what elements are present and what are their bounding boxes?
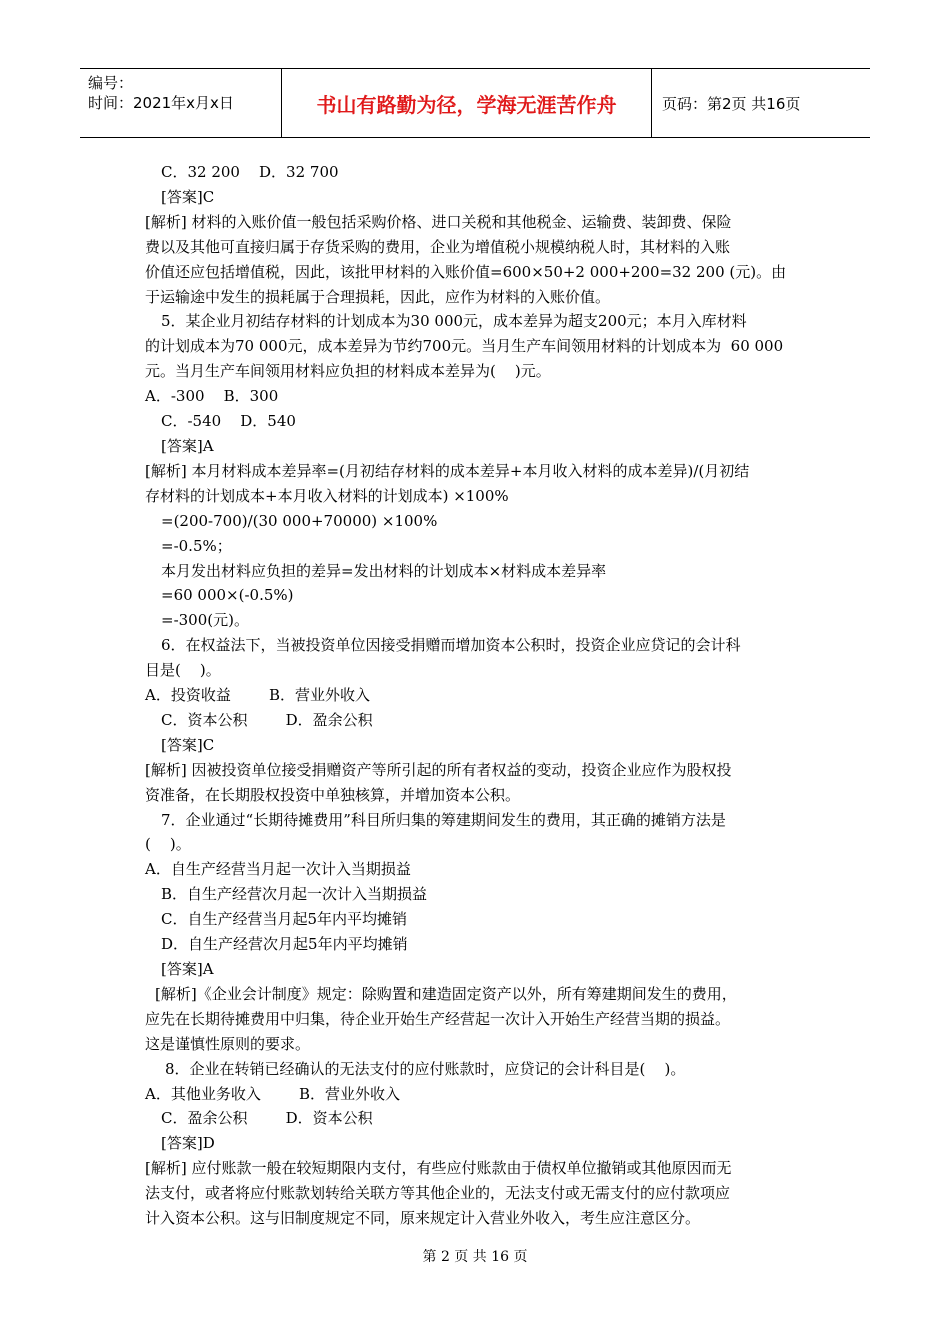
text-line: [答案]C (161, 735, 215, 754)
header-motto: 书山有路勤为径，学海无涯苦作舟 (282, 69, 652, 137)
text-line: A．投资收益 B．营业外收入 (145, 686, 371, 705)
text-line: D．自生产经营次月起5年内平均摊销 (161, 935, 408, 954)
text-line: A．其他业务收入 B．营业外收入 (145, 1084, 401, 1103)
text-line: [解析]《企业会计制度》规定：除购置和建造固定资产以外，所有筹建期间发生的费用， (155, 984, 737, 1003)
text-line: 元。当月生产车间领用材料应负担的材料成本差异为( )元。 (145, 362, 551, 381)
text-line: [答案]D (161, 1134, 215, 1153)
document-number-label: 编号： (88, 74, 134, 92)
text-line: 这是谨慎性原则的要求。 (145, 1034, 311, 1053)
text-line: 应先在长期待摊费用中归集，待企业开始生产经营起一次计入开始生产经营当期的损益。 (145, 1009, 731, 1028)
text-line: =60 000×(-0.5%) (161, 586, 294, 605)
header-page-info: 页码：第2页 共16页 (662, 94, 801, 113)
text-line: [解析] 应付账款一般在较短期限内支付，有些应付账款由于债权单位撤销或其他原因而无 (145, 1159, 732, 1178)
text-line: C．自生产经营当月起5年内平均摊销 (161, 910, 408, 929)
text-line: 计入资本公积。这与旧制度规定不同，原来规定计入营业外收入，考生应注意区分。 (145, 1209, 701, 1228)
document-body (145, 160, 815, 1231)
text-line: 存材料的计划成本+本月收入材料的计划成本) ×100% (145, 486, 509, 505)
text-line: =-300(元)。 (161, 611, 249, 630)
text-line: 于运输途中发生的损耗属于合理损耗，因此，应作为材料的入账价值。 (145, 287, 611, 306)
text-line: 费以及其他可直接归属于存货采购的费用，企业为增值税小规模纳税人时，其材料的入账 (145, 237, 731, 256)
text-line: 的计划成本为70 000元，成本差异为节约700元。当月生产车间领用材料的计划成本为 60 000 (145, 337, 784, 356)
text-line: C．32 200 D．32 700 (161, 163, 339, 181)
text-line: ( )。 (145, 835, 191, 854)
text-line: [解析] 本月材料成本差异率=(月初结存材料的成本差异+本月收入材料的成本差异)/(月初结 (145, 461, 750, 480)
text-line: 8．企业在转销已经确认的无法支付的应付账款时，应贷记的会计科目是( )。 (165, 1059, 686, 1078)
text-line: C．盈余公积 D．资本公积 (161, 1109, 373, 1128)
text-line: C．-540 D．540 (161, 412, 296, 431)
text-line: =-0.5%； (161, 536, 232, 555)
text-line: C．资本公积 D．盈余公积 (161, 710, 373, 729)
text-line: [解析] 因被投资单位接受捐赠资产等所引起的所有者权益的变动，投资企业应作为股权投 (145, 760, 732, 779)
page-footer: 第 2 页 共 16 页 (422, 1249, 528, 1265)
text-line: 5．某企业月初结存材料的计划成本为30 000元，成本差异为超支200元；本月入库材料 (161, 312, 747, 331)
text-line: [解析] 材料的入账价值一般包括采购价格、进口关税和其他税金、运输费、装卸费、保险 (145, 212, 732, 231)
text-line: 7．企业通过“长期待摊费用”科目所归集的筹建期间发生的费用，其正确的摊销方法是 (161, 810, 726, 829)
page-header (80, 68, 870, 138)
text-line: 本月发出材料应负担的差异=发出材料的计划成本×材料成本差异率 (161, 561, 607, 580)
text-line: 资准备，在长期股权投资中单独核算，并增加资本公积。 (145, 785, 521, 804)
text-line: A．-300 B．300 (145, 387, 279, 406)
text-line: [答案]A (161, 436, 214, 455)
header-meta (80, 69, 282, 137)
text-line: A．自生产经营当月起一次计入当期损益 (145, 860, 411, 879)
text-line: 法支付，或者将应付账款划转给关联方等其他企业的，无法支付或无需支付的应付款项应 (145, 1184, 731, 1203)
document-time-label: 时间：2021年x月x日 (88, 94, 234, 112)
text-line: 价值还应包括增值税，因此，该批甲材料的入账价值=600×50+2 000+200=32 200 (元)。由 (145, 262, 787, 281)
text-line: 6．在权益法下，当被投资单位因接受捐赠而增加资本公积时，投资企业应贷记的会计科 (161, 636, 741, 655)
text-line: 目是( )。 (145, 661, 221, 680)
text-line: [答案]A (161, 960, 214, 978)
text-line: =(200-700)/(30 000+70000) ×100% (161, 511, 438, 530)
text-line: [答案]C (161, 187, 215, 206)
text-line: B．自生产经营次月起一次计入当期损益 (161, 885, 428, 904)
